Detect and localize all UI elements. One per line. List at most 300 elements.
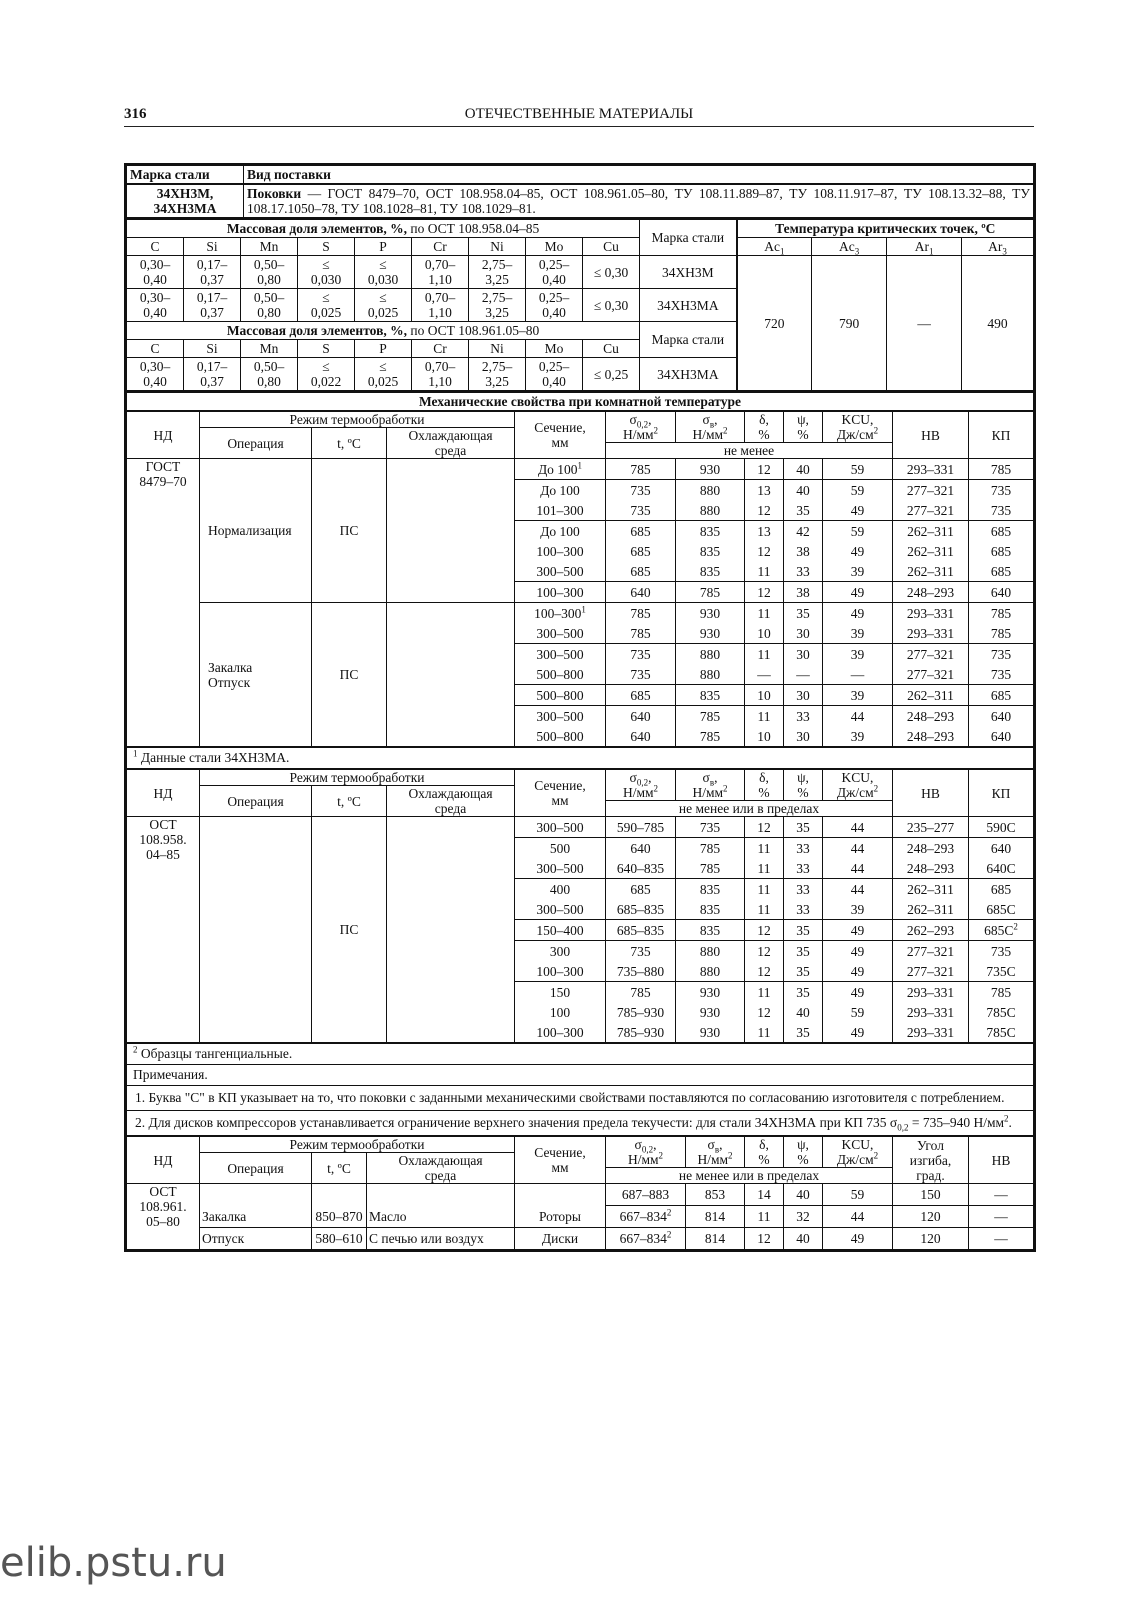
element-value-Mo: 0,25– 0,40 [526,256,583,289]
cell-sigmav: 835 [676,521,745,542]
cell-delta: 12 [745,920,784,941]
cell-psi: 38 [784,541,823,561]
cell-bend-angle: 120 [893,1228,969,1250]
cell-hb: 277–321 [893,961,969,982]
cell-operation: Закалка [200,1206,312,1228]
element-value-Ni: 2,75– 3,25 [469,256,526,289]
cell-sigma02: 735–880 [606,961,676,982]
cell-kcu: 44 [823,1206,893,1228]
cell-kp: 785 [969,603,1034,624]
cell-delta: 12 [745,941,784,962]
cell-section: 500–800 [515,664,606,685]
cell-section: 300 [515,941,606,962]
cell-kp: 735 [969,941,1034,962]
sigma02-header: $\sigma_{0,2}$, $Н/мм^2$ [606,412,676,443]
cell-psi: 35 [784,920,823,941]
cell-sigmav: 785 [676,726,745,747]
cell-delta: 12 [745,582,784,603]
table-row [127,459,1034,480]
cell-hb: 248–293 [893,858,969,879]
cell-kp: 640 [969,838,1034,859]
sigmav-header: $\sigma_в$, $Н/мм^2$ [676,770,745,801]
cell-delta: 12 [745,500,784,521]
cell-delta: 11 [745,838,784,859]
critical-col-Ac3: $Ac_3$ [812,238,887,256]
critical-value-Ac3: 790 [812,256,887,391]
element-header-Mo: Mo [526,238,583,256]
nd-header: НД [127,770,200,817]
cell-kp: 685С [969,899,1034,920]
temperature-value: ПС [312,817,387,1043]
cell-kcu: 49 [823,500,893,521]
element-header-Cu: Cu [583,340,640,358]
cell-sigmav: 835 [676,685,745,706]
page-number: 316 [124,106,147,122]
cell-psi: 33 [784,899,823,920]
element-value-C: 0,30– 0,40 [127,289,184,322]
cell-kcu: 39 [823,685,893,706]
cell-section: 150 [515,982,606,1003]
cell-kcu: 39 [823,623,893,644]
cell-sigmav: 835 [676,541,745,561]
mech-title: Механические свойства при комнатной температуре [127,392,1034,411]
cell-hb: 248–293 [893,706,969,727]
cell-kcu: 49 [823,603,893,624]
cell-psi: 38 [784,582,823,603]
cell-cooling: Масло [367,1206,515,1228]
cell-sigma02: 735 [606,664,676,685]
cell-kp: 590С [969,817,1034,838]
cell-temperature: 580–610 [312,1228,367,1250]
element-value-Ni: 2,75– 3,25 [469,289,526,322]
critical-title: Температура критических точек, ºС [737,219,1034,238]
cell-kcu: 44 [823,817,893,838]
cell-sigmav: 930 [676,623,745,644]
cell-kcu: 44 [823,838,893,859]
cell-psi: 30 [784,623,823,644]
cell-sigma02: 785 [606,459,676,480]
delta-header: δ, % [745,770,784,801]
mech-table-gost [126,411,1034,747]
page-header [124,104,1034,127]
cell-sigmav: 930 [676,1002,745,1022]
cell-kp: 685 [969,879,1034,900]
cell-kcu: 49 [823,1228,893,1250]
nd-value: ОСТ 108.961. 05–80 [127,1184,200,1250]
cell-hb: 277–321 [893,941,969,962]
supply-text: — ГОСТ 8479–70, ОСТ 108.958.04–85, ОСТ 108.961.05–80, ТУ 108.11.889–87, ТУ 108.11.917–87, ТУ 108.13.32–88, ТУ 108.17.1050–78, ТУ 108.1028–81, ТУ 108.1029–81. [247,186,1030,216]
cell-bend-angle: 150 [893,1184,969,1206]
cell-psi: 35 [784,817,823,838]
cell-section: 400 [515,879,606,900]
cell-sigma02: 687–883 [606,1184,686,1206]
element-value-Cr: 0,70– 1,10 [412,289,469,322]
mech-table-ost961 [126,1136,1034,1250]
cell-section: 300–500 [515,561,606,582]
cell-kcu: 59 [823,1002,893,1022]
element-header-Si: Si [184,340,241,358]
element-value-P: ≤ 0,025 [355,358,412,391]
element-header-C: C [127,340,184,358]
cell-delta: 11 [745,899,784,920]
sigma02-header: $\sigma_{0,2}$, $Н/мм^2$ [606,1137,686,1168]
element-value-S: ≤ 0,022 [298,358,355,391]
cell-temperature [312,1184,367,1206]
cell-hb: 293–331 [893,623,969,644]
operation-header: Операция [200,428,312,459]
cell-psi: 40 [784,1228,823,1250]
notes-table [126,1043,1034,1136]
cooling-header: Охлаждающая среда [387,786,515,817]
cell-section: 300–500 [515,644,606,665]
critical-value-Ar3: 490 [962,256,1034,391]
operation-header: Операция [200,786,312,817]
cell-kcu: 59 [823,459,893,480]
cell-section: 500 [515,838,606,859]
cell-sigmav: 853 [686,1184,745,1206]
table-row [127,1184,1034,1206]
cell-kp: 640 [969,706,1034,727]
cell-kp: 785 [969,459,1034,480]
element-value-Mn: 0,50– 0,80 [241,289,298,322]
cell-section: 100–300 [515,541,606,561]
cell-kp: 785С [969,1022,1034,1043]
element-value-P: ≤ 0,025 [355,289,412,322]
cell-kcu: 49 [823,941,893,962]
cooling-value [387,459,515,603]
cell-sigma02: $667-834^2$ [606,1206,686,1228]
footnote-2: $^2$ Образцы тангенциальные. [127,1044,1034,1065]
cell-delta: 11 [745,1206,784,1228]
cell-sigma02: 685 [606,521,676,542]
composition-title-2: Массовая доля элементов, %, по ОСТ 108.961.05–80 [127,322,640,340]
cell-sigma02: $667-834^2$ [606,1228,686,1250]
operation-header: Операция [200,1153,312,1184]
cell-section [515,1184,606,1206]
composition-title-1: Массовая доля элементов, %, по ОСТ 108.958.04–85 [127,219,640,238]
cell-delta: 11 [745,858,784,879]
cell-sigma02: 785 [606,623,676,644]
grade-value-1: 34ХН3М, [156,186,214,201]
cell-section: 300–500 [515,706,606,727]
cell-delta: 14 [745,1184,784,1206]
cell-kp: $685С^2$ [969,920,1034,941]
cell-kp: 685 [969,541,1034,561]
cell-delta: 11 [745,1022,784,1043]
cell-hb: 248–293 [893,726,969,747]
cell-sigma02: 785–930 [606,1002,676,1022]
cell-psi: 33 [784,858,823,879]
cell-temperature: 850–870 [312,1206,367,1228]
cell-psi: 33 [784,706,823,727]
mech-title-table [126,391,1034,411]
cell-psi: — [784,664,823,685]
running-title: ОТЕЧЕСТВЕННЫЕ МАТЕРИАЛЫ [464,106,694,122]
critical-value-Ac1: 720 [737,256,812,391]
cell-kcu: 49 [823,1022,893,1043]
cell-hb: — [969,1206,1034,1228]
cell-psi: 35 [784,1022,823,1043]
cell-kcu: 39 [823,899,893,920]
cell-hb: 262–311 [893,879,969,900]
sigmav-header: $\sigma_в$, $Н/мм^2$ [676,412,745,443]
cell-section: 101–300 [515,500,606,521]
cell-section: До 100 [515,480,606,501]
element-value-Si: 0,17– 0,37 [184,358,241,391]
element-value-Cr: 0,70– 1,10 [412,358,469,391]
psi-header: ψ, % [784,1137,823,1168]
cell-psi: 40 [784,480,823,501]
cell-delta: 11 [745,603,784,624]
cell-section: 300–500 [515,899,606,920]
element-header-Si: Si [184,238,241,256]
cell-sigma02: 685 [606,879,676,900]
cell-section: Диски [515,1228,606,1250]
cell-cooling [367,1184,515,1206]
element-header-S: S [298,238,355,256]
element-value-Cu: ≤ 0,25 [583,358,640,391]
element-header-Ni: Ni [469,340,526,358]
cell-sigmav: 880 [676,500,745,521]
cell-kcu: 44 [823,879,893,900]
composition-grade: 34ХН3МА [640,358,737,391]
footnote-1: $^1$ Данные стали 34ХН3МА. [127,748,1034,769]
section-header: Сечение, мм [515,1137,606,1184]
element-value-Cu: ≤ 0,30 [583,256,640,289]
cell-psi: 35 [784,961,823,982]
cell-sigma02: 735 [606,480,676,501]
cell-psi: 40 [784,1184,823,1206]
cell-section: 300–500 [515,623,606,644]
cell-delta: 12 [745,817,784,838]
supply-value [244,184,1034,218]
cell-kp: 640 [969,726,1034,747]
cell-delta: — [745,664,784,685]
cell-delta: 11 [745,644,784,665]
cell-kp: 735 [969,480,1034,501]
delta-header: δ, % [745,1137,784,1168]
cell-hb: 248–293 [893,838,969,859]
element-header-S: S [298,340,355,358]
cell-hb: 293–331 [893,982,969,1003]
element-value-S: ≤ 0,025 [298,289,355,322]
heat-treatment-header: Режим термообработки [200,770,515,786]
cell-hb: 262–311 [893,899,969,920]
element-header-Cr: Cr [412,238,469,256]
cell-hb: 262–311 [893,561,969,582]
operation-value [200,817,312,1043]
cell-delta: 11 [745,982,784,1003]
cell-kcu: 49 [823,982,893,1003]
cell-kp: 640С [969,858,1034,879]
cell-sigma02: 640–835 [606,858,676,879]
hb-header: НВ [969,1137,1034,1184]
hb-header: НВ [893,412,969,459]
cell-sigma02: 640 [606,838,676,859]
grade-value [127,184,244,218]
cell-hb: 262–311 [893,685,969,706]
cell-sigmav: 930 [676,459,745,480]
section-header: Сечение, мм [515,770,606,817]
psi-header: ψ, % [784,770,823,801]
limit-note: не менее [606,443,893,459]
cell-sigmav: 785 [676,858,745,879]
element-header-P: P [355,340,412,358]
cell-sigma02: 685 [606,541,676,561]
cell-kcu: 49 [823,920,893,941]
psi-header: ψ, % [784,412,823,443]
cell-sigma02: 785–930 [606,1022,676,1043]
grade-col-header-1: Марка стали [640,219,737,256]
cell-operation [200,1184,312,1206]
cell-kp: 785 [969,623,1034,644]
nd-value: ОСТ 108.958. 04–85 [127,817,200,1043]
limit-note: не менее или в пределах [606,801,893,817]
cell-sigmav: 930 [676,603,745,624]
cell-psi: 30 [784,644,823,665]
cell-psi: 33 [784,561,823,582]
cell-kp: 735 [969,644,1034,665]
element-value-Ni: 2,75– 3,25 [469,358,526,391]
cell-kcu: 49 [823,541,893,561]
cell-hb: 277–321 [893,500,969,521]
cell-sigmav: 814 [686,1206,745,1228]
cell-sigma02: 685–835 [606,920,676,941]
table-row [127,817,1034,838]
cell-section: $100-300^1$ [515,603,606,624]
cell-bend-angle: 120 [893,1206,969,1228]
cell-psi: 32 [784,1206,823,1228]
critical-value-Ar1: — [887,256,962,391]
cell-sigmav: 835 [676,899,745,920]
cell-kp: 685 [969,561,1034,582]
cell-kcu: 44 [823,706,893,727]
cooling-value [387,603,515,747]
critical-col-Ar3: $Ar_3$ [962,238,1034,256]
kp-header: КП [969,412,1034,459]
cell-kcu: 59 [823,1184,893,1206]
cell-kp: 735С [969,961,1034,982]
cell-sigma02: 640 [606,582,676,603]
cell-sigma02: 735 [606,644,676,665]
cell-psi: 30 [784,726,823,747]
cell-kcu: — [823,664,893,685]
table-row [127,1206,1034,1228]
composition-grade: 34ХН3МА [640,289,737,322]
cell-cooling: С печью или воздух [367,1228,515,1250]
cell-section: До 100 [515,521,606,542]
watermark: elib.pstu.ru [0,1540,227,1586]
cell-sigmav: 785 [676,838,745,859]
cell-sigma02: 685 [606,561,676,582]
cell-hb: 277–321 [893,664,969,685]
cell-delta: 13 [745,480,784,501]
cell-kcu: 49 [823,961,893,982]
element-value-Cr: 0,70– 1,10 [412,256,469,289]
cell-section: 500–800 [515,685,606,706]
cell-hb: 293–331 [893,1002,969,1022]
cell-kp: 640 [969,582,1034,603]
element-value-S: ≤ 0,030 [298,256,355,289]
cell-hb: 248–293 [893,582,969,603]
cell-hb: 293–331 [893,1022,969,1043]
cell-kcu: 39 [823,644,893,665]
cell-sigmav: 835 [676,920,745,941]
element-header-Mn: Mn [241,238,298,256]
cell-delta: 11 [745,879,784,900]
bend-angle-header: Угол изгиба, град. [893,1137,969,1184]
operation-value: Закалка Отпуск [200,603,312,747]
cell-sigmav: 880 [676,480,745,501]
cell-delta: 12 [745,1228,784,1250]
cell-delta: 12 [745,459,784,480]
critical-col-Ac1: $Ac_1$ [737,238,812,256]
cell-sigmav: 835 [676,561,745,582]
cell-hb: 293–331 [893,459,969,480]
element-header-C: C [127,238,184,256]
grade-label: Марка стали [127,166,244,185]
cell-sigmav: 930 [676,982,745,1003]
cell-kcu: 39 [823,726,893,747]
cell-sigmav: 880 [676,961,745,982]
cell-section: 300–500 [515,817,606,838]
temperature-header: t, ºС [312,1153,367,1184]
material-card [124,163,1036,1252]
cell-kp: 685 [969,685,1034,706]
cell-delta: 10 [745,726,784,747]
cell-kp: 685 [969,521,1034,542]
cell-delta: 10 [745,685,784,706]
cell-hb: 235–277 [893,817,969,838]
element-value-C: 0,30– 0,40 [127,358,184,391]
cell-hb: 277–321 [893,480,969,501]
cell-kp: 735 [969,500,1034,521]
mech-table-ost958 [126,769,1034,1043]
element-value-Mo: 0,25– 0,40 [526,358,583,391]
footnote-1-table [126,747,1034,769]
cooling-header: Охлаждающая среда [387,428,515,459]
cell-delta: 12 [745,541,784,561]
composition-grade: 34ХН3М [640,256,737,289]
element-value-Si: 0,17– 0,37 [184,256,241,289]
cell-delta: 11 [745,561,784,582]
cell-psi: 35 [784,941,823,962]
supply-bold: Поковки [247,186,302,201]
heat-treatment-header: Режим термообработки [200,1137,515,1153]
cell-kp: 785С [969,1002,1034,1022]
delta-header: δ, % [745,412,784,443]
cell-kcu: 39 [823,561,893,582]
sigma02-header: $\sigma_{0,2}$, $Н/мм^2$ [606,770,676,801]
nd-header: НД [127,412,200,459]
cell-sigma02: 685 [606,685,676,706]
critical-col-Ar1: $Ar_1$ [887,238,962,256]
cell-hb: 293–331 [893,603,969,624]
element-value-C: 0,30– 0,40 [127,256,184,289]
element-header-Cu: Cu [583,238,640,256]
grade-col-header-2: Марка стали [640,322,737,358]
cell-delta: 12 [745,1002,784,1022]
cell-psi: 33 [784,838,823,859]
section-header: Сечение, мм [515,412,606,459]
cell-delta: 10 [745,623,784,644]
cell-sigmav: 880 [676,644,745,665]
cell-kcu: 44 [823,858,893,879]
element-header-Cr: Cr [412,340,469,358]
nd-value: ГОСТ 8479–70 [127,459,200,747]
cell-kcu: 49 [823,582,893,603]
cell-sigmav: 814 [686,1228,745,1250]
